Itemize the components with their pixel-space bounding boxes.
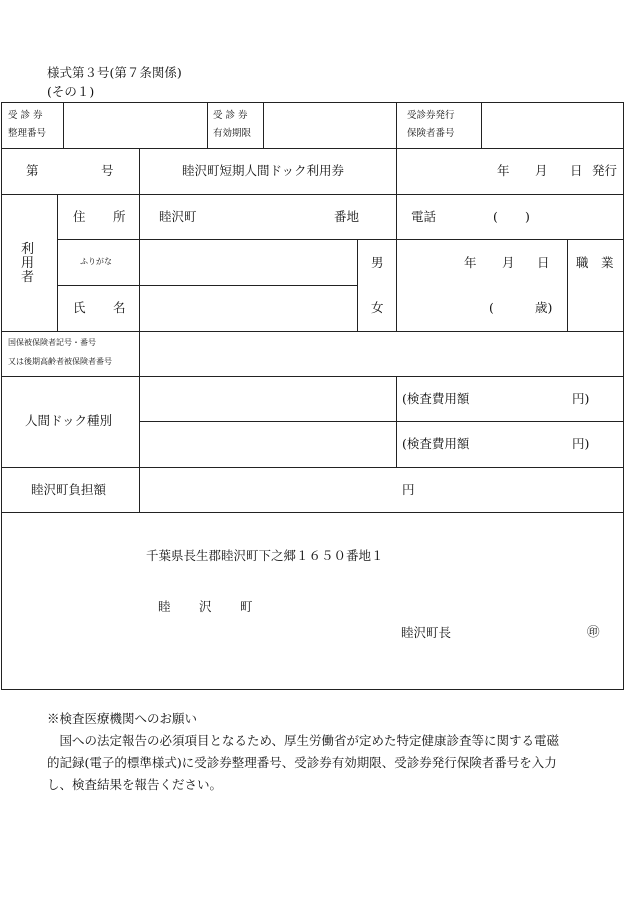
furigana-field[interactable] [140, 240, 356, 284]
occupation-field[interactable] [568, 286, 623, 330]
col-divider [57, 194, 58, 331]
issue-month: 月 [535, 163, 548, 178]
col-divider [396, 376, 397, 467]
phone-paren: ) [525, 209, 530, 224]
ticket-number-label: 整理番号 [8, 128, 47, 139]
insurance-label: 又は後期高齢者被保険者番号 [8, 357, 112, 366]
ticket-number-field[interactable] [64, 103, 206, 147]
col-divider [207, 102, 208, 148]
birth-day: 日 [537, 255, 550, 270]
dock-type-label: 人間ドック種別 [25, 413, 113, 428]
dock-type-field-2[interactable] [140, 422, 395, 466]
issuer-town: 町 [240, 599, 253, 614]
occupation-label: 職 業 [576, 255, 614, 270]
row-divider [1, 194, 624, 195]
col-divider [396, 194, 397, 239]
mayor-title: 睦沢町長 [401, 625, 452, 640]
fee-label: (検査費用額 [402, 391, 470, 406]
address-town: 睦沢町 [159, 209, 197, 224]
validity-label: 受 診 券 [213, 110, 248, 121]
validity-label: 有効期限 [213, 128, 252, 139]
col-divider [357, 239, 358, 331]
issuer-address: 千葉県長生郡睦沢町下之郷１６５０番地１ [146, 548, 384, 563]
fee-label: (検査費用額 [402, 436, 470, 451]
number-prefix: 第 [26, 163, 39, 178]
fee-unit: 円) [572, 391, 590, 406]
gender-female[interactable]: 女 [371, 300, 384, 315]
user-label: 利 [21, 242, 35, 257]
issuer-town: 沢 [199, 599, 212, 614]
age-label: 歳) [535, 300, 553, 315]
burden-label: 睦沢町負担額 [31, 482, 107, 497]
birth-month: 月 [502, 255, 515, 270]
number-suffix: 号 [101, 163, 114, 178]
name-field[interactable] [140, 286, 356, 330]
notice-text: 的記録(電子的標準様式)に受診券整理番号、受診券有効期限、受診券発行保険者番号を入力 [47, 755, 557, 770]
phone-paren: ( [493, 209, 498, 224]
issue-day: 日 [570, 163, 583, 178]
name-label: 名 [113, 300, 126, 315]
notice-title: ※検査医療機関へのお願い [47, 711, 198, 726]
insurance-field[interactable] [140, 332, 623, 375]
form-sub-number: (その１) [47, 84, 95, 99]
furigana-label: ふりがな [80, 257, 112, 266]
dock-type-field-1[interactable] [140, 377, 395, 420]
address-label: 住 [73, 209, 86, 224]
age-paren: ( [489, 300, 494, 315]
ticket-number-label: 受 診 券 [8, 110, 43, 121]
birth-year: 年 [464, 255, 477, 270]
col-divider [396, 239, 397, 331]
seal-icon: ㊞ [587, 624, 600, 639]
name-label: 氏 [73, 300, 86, 315]
col-divider [396, 102, 397, 148]
notice-text: 国への法定報告の必須項目となるため、厚生労働省が定めた特定健康診査等に関する電磁 [47, 733, 560, 748]
issue-year: 年 [497, 163, 510, 178]
address-label: 所 [113, 209, 126, 224]
issuer-number-field[interactable] [482, 103, 623, 147]
burden-unit: 円 [402, 482, 415, 497]
issue-label: 発行 [592, 163, 618, 178]
row-divider [1, 467, 624, 468]
ticket-title: 睦沢町短期人間ドック利用券 [182, 163, 345, 178]
insurance-label: 国保被保険者記号・番号 [8, 338, 96, 347]
fee-unit: 円) [572, 436, 590, 451]
row-divider [1, 148, 624, 149]
address-banchi: 番地 [334, 209, 360, 224]
col-divider [139, 148, 140, 194]
form-number: 様式第３号(第７条関係) [47, 65, 182, 80]
col-divider [396, 148, 397, 194]
issuer-town: 睦 [158, 599, 171, 614]
phone-label: 電話 [411, 209, 437, 224]
gender-male[interactable]: 男 [371, 255, 384, 270]
issuer-number-label: 受診券発行 [407, 110, 455, 121]
notice-text: し、検査結果を報告ください。 [47, 777, 223, 792]
row-divider [1, 512, 624, 513]
user-label: 者 [21, 270, 35, 285]
user-label: 用 [21, 256, 35, 271]
validity-field[interactable] [264, 103, 395, 147]
issuer-number-label: 保険者番号 [407, 128, 455, 139]
